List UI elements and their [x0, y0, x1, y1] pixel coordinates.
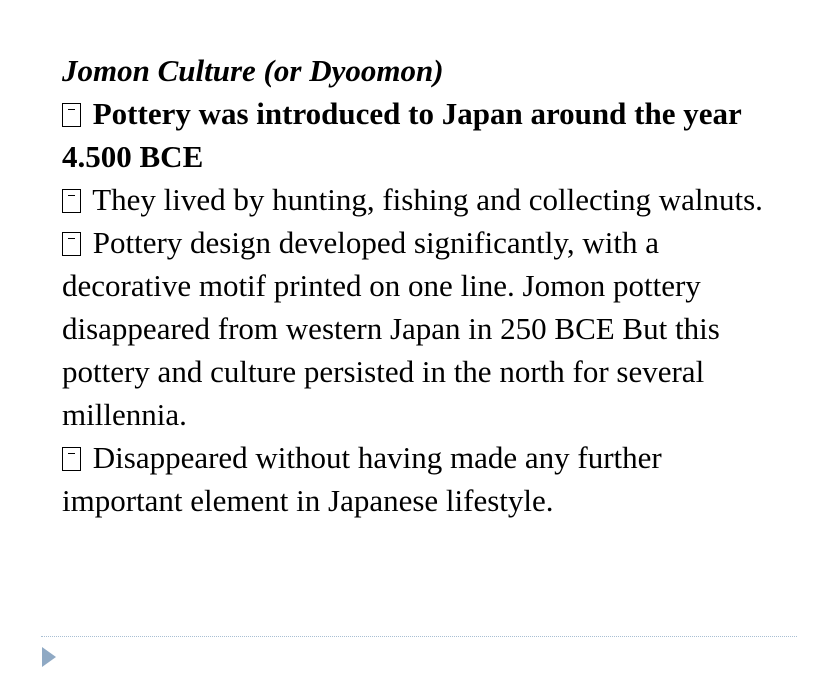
bullet-paragraph-1 — [62, 92, 774, 178]
footer-divider — [41, 636, 797, 637]
bullet-paragraph-4 — [62, 436, 774, 522]
bullet-text: Pottery design developed significantly, with a decorative motif printed on one line. Jomon pottery disappeared from western Japan in 250 BCE But this pottery and culture persisted in the north for several millennia. — [62, 225, 720, 432]
missing-glyph-icon — [62, 232, 81, 256]
bullet-paragraph-3 — [62, 221, 774, 436]
bullet-paragraph-2 — [62, 178, 774, 221]
bullet-text: They lived by hunting, fishing and collecting walnuts. — [92, 182, 763, 217]
bullet-text: Pottery was introduced to Japan around the year 4.500 BCE — [62, 96, 742, 174]
missing-glyph-icon — [62, 189, 81, 213]
missing-glyph-icon — [62, 447, 81, 471]
slide-heading: Jomon Culture (or Dyoomon) — [62, 53, 444, 88]
missing-glyph-icon — [62, 103, 81, 127]
play-triangle-icon — [42, 647, 56, 667]
slide-body — [62, 49, 774, 522]
bullet-text: Disappeared without having made any further important element in Japanese lifestyle. — [62, 440, 662, 518]
